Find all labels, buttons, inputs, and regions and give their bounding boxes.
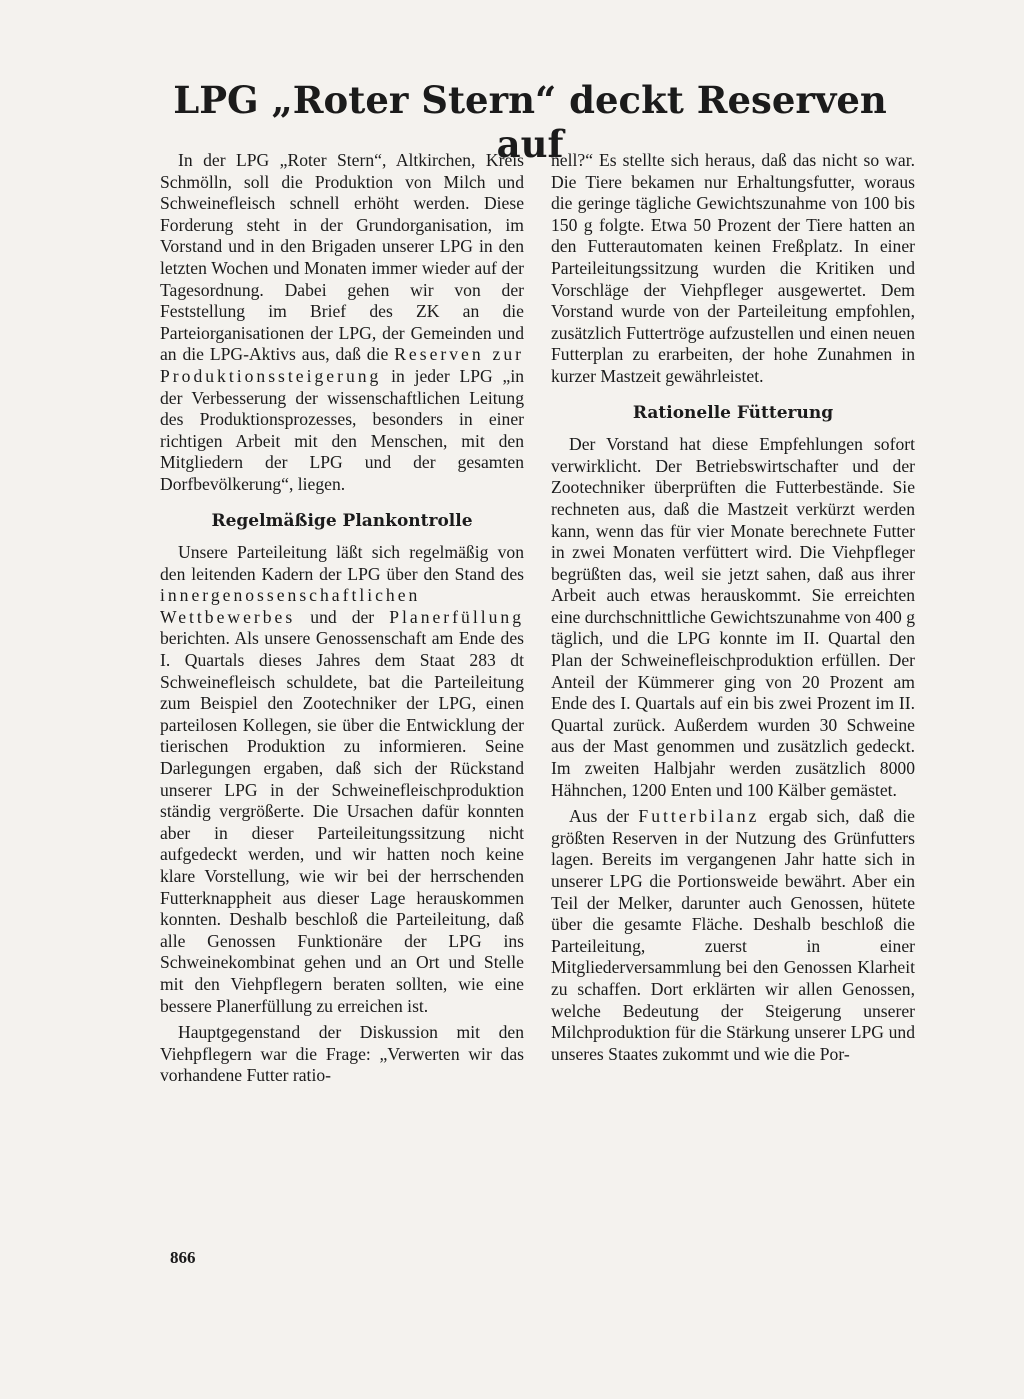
paragraph (551, 806, 915, 1065)
paragraph-text: in jeder LPG „in der Verbesserung der wissenschaftlichen Leitung des Produktionsprozesses, besonders in einer richtigen Arbeit mit den Menschen, mit den Mitgliedern der LPG und der gesamten Dorfbevölkerung“, liegen. (160, 365, 524, 494)
spaced-phrase: Futterbilanz (638, 806, 760, 827)
paragraph: Der Vorstand hat diese Empfehlungen sofort verwirklicht. Der Betriebswirtschafter und der Zootechniker überprüften die Futterbestände. Sie rechneten aus, daß die Mastzeit verkürzt werden kann, wenn das für vier Monate berechnete Futter in zwei Monaten verfüttert wird. Die Viehpfleger begrüßten das, weil sie jetzt sahen, daß aus ihrer Arbeit auch etwas herauskommt. Sie erreichten eine durchschnittliche Gewichtszunahme von 400 g täglich, und die LPG konnte im II. Quartal den Plan der Schweinefleischproduktion erfüllen. Der Anteil der Kümmerer ging von 20 Prozent am Ende des I. Quartals auf ein bis zwei Prozent im II. Quartal zurück. Außerdem wurden 30 Schweine aus der Mast genommen und zusätzlich gedeckt. Im zweiten Halbjahr werden zusätzlich 8000 Hähnchen, 1200 Enten und 100 Kälber gemästet. (551, 434, 915, 800)
paragraph-text: berichten. Als unsere Genossenschaft am Ende des I. Quartals dieses Jahres dem Staat 283 dt Schweinefleisch schuldete, bat die Parteileitung zum Beispiel den Zootechniker der LPG, einen parteilosen Kollegen, sie über die Entwicklung der tierischen Produktion zu informieren. Seine Darlegungen ergaben, daß sich der Rückstand unserer LPG in der Schweinefleischproduktion ständig vergrößerte. Die Ursachen dafür konnten aber in dieser Parteileitungssitzung nicht aufgedeckt werden, und wir hatten noch keine klare Vorstellung, wie wir bei der herrschenden Futterknappheit aus dieser Lage herauskommen konnten. Deshalb beschloß die Parteileitung, daß alle Genossen Funktionäre der LPG ins Schweinekombinat gehen und an Ort und Stelle mit den Viehpflegern beraten sollten, wie eine bessere Planerfüllung zu erreichen ist. (160, 628, 524, 1016)
right-column (551, 150, 915, 1070)
paragraph-text: Unsere Parteileitung läßt sich regelmäßig von den leitenden Kadern der LPG über den Stand des (160, 542, 524, 584)
paragraph (160, 542, 524, 1017)
spaced-phrase: Reserven zur Produktionssteigerung (160, 344, 524, 386)
paragraph-text: In der LPG „Roter Stern“, Altkirchen, Kreis Schmölln, soll die Produktion von Milch und Schweinefleisch schnell erhöht werden. Diese Forderung steht in der Grundorganisation, im Vorstand und in den Brigaden unserer LPG in den letzten Wochen und Monaten immer wieder auf der Tagesordnung. Dabei gehen wir von der Feststellung im Brief des ZK an die Parteiorganisationen der LPG, der Gemeinden und an die LPG-Aktivs aus, daß die (160, 150, 524, 365)
left-column (160, 150, 524, 1092)
paragraph (160, 150, 524, 496)
article-title: LPG „Roter Stern“ deckt Reserven auf (173, 78, 887, 166)
paragraph-text: und der (295, 606, 390, 627)
section-heading: Rationelle Fütterung (632, 402, 834, 423)
paragraph: Hauptgegenstand der Diskussion mit den Viehpflegern war die Frage: „Verwerten wir das vorhandene Futter ratio- (160, 1022, 524, 1086)
spaced-phrase: Planerfüllung (389, 606, 524, 627)
page-number: 866 (170, 1248, 196, 1267)
paragraph: nell?“ Es stellte sich heraus, daß das nicht so war. Die Tiere bekamen nur Erhaltungsfutter, woraus die geringe tägliche Gewichtszunahme von 100 bis 150 g folgte. Etwa 50 Prozent der Tiere hatten an den Futterautomaten keinen Freßplatz. In einer Parteileitungssitzung wurden die Kritiken und Vorschläge der Viehpfleger ausgewertet. Dem Vorstand wurde von der Parteileitung empfohlen, zusätzlich Futtertröge aufzustellen und einen neuen Futterplan zu erarbeiten, der hohe Zunahmen in kurzer Mastzeit gewährleistet. (551, 150, 915, 386)
spaced-phrase: innergenossenschaftlichen Wettbewerbes (160, 585, 421, 627)
paragraph-text: ergab sich, daß die größten Reserven in der Nutzung des Grünfutters lagen. Bereits im vergangenen Jahr hatte sich in unserer LPG die Portionsweide bewährt. Aber ein Teil der Melker, darunter auch Genossen, hütete über die gesamte Fläche. Deshalb beschloß die Parteileitung, zuerst in einer Mitgliederversammlung bei den Genossen Klarheit zu schaffen. Dort erklärten wir allen Genossen, welche Bedeutung der Steigerung unserer Milchproduktion für die Stärkung unserer LPG und unseres Staates zukommt und wie die Por- (551, 806, 915, 1064)
paragraph-text: Aus der (569, 806, 639, 827)
section-heading: Regelmäßige Plankontrolle (211, 510, 473, 531)
